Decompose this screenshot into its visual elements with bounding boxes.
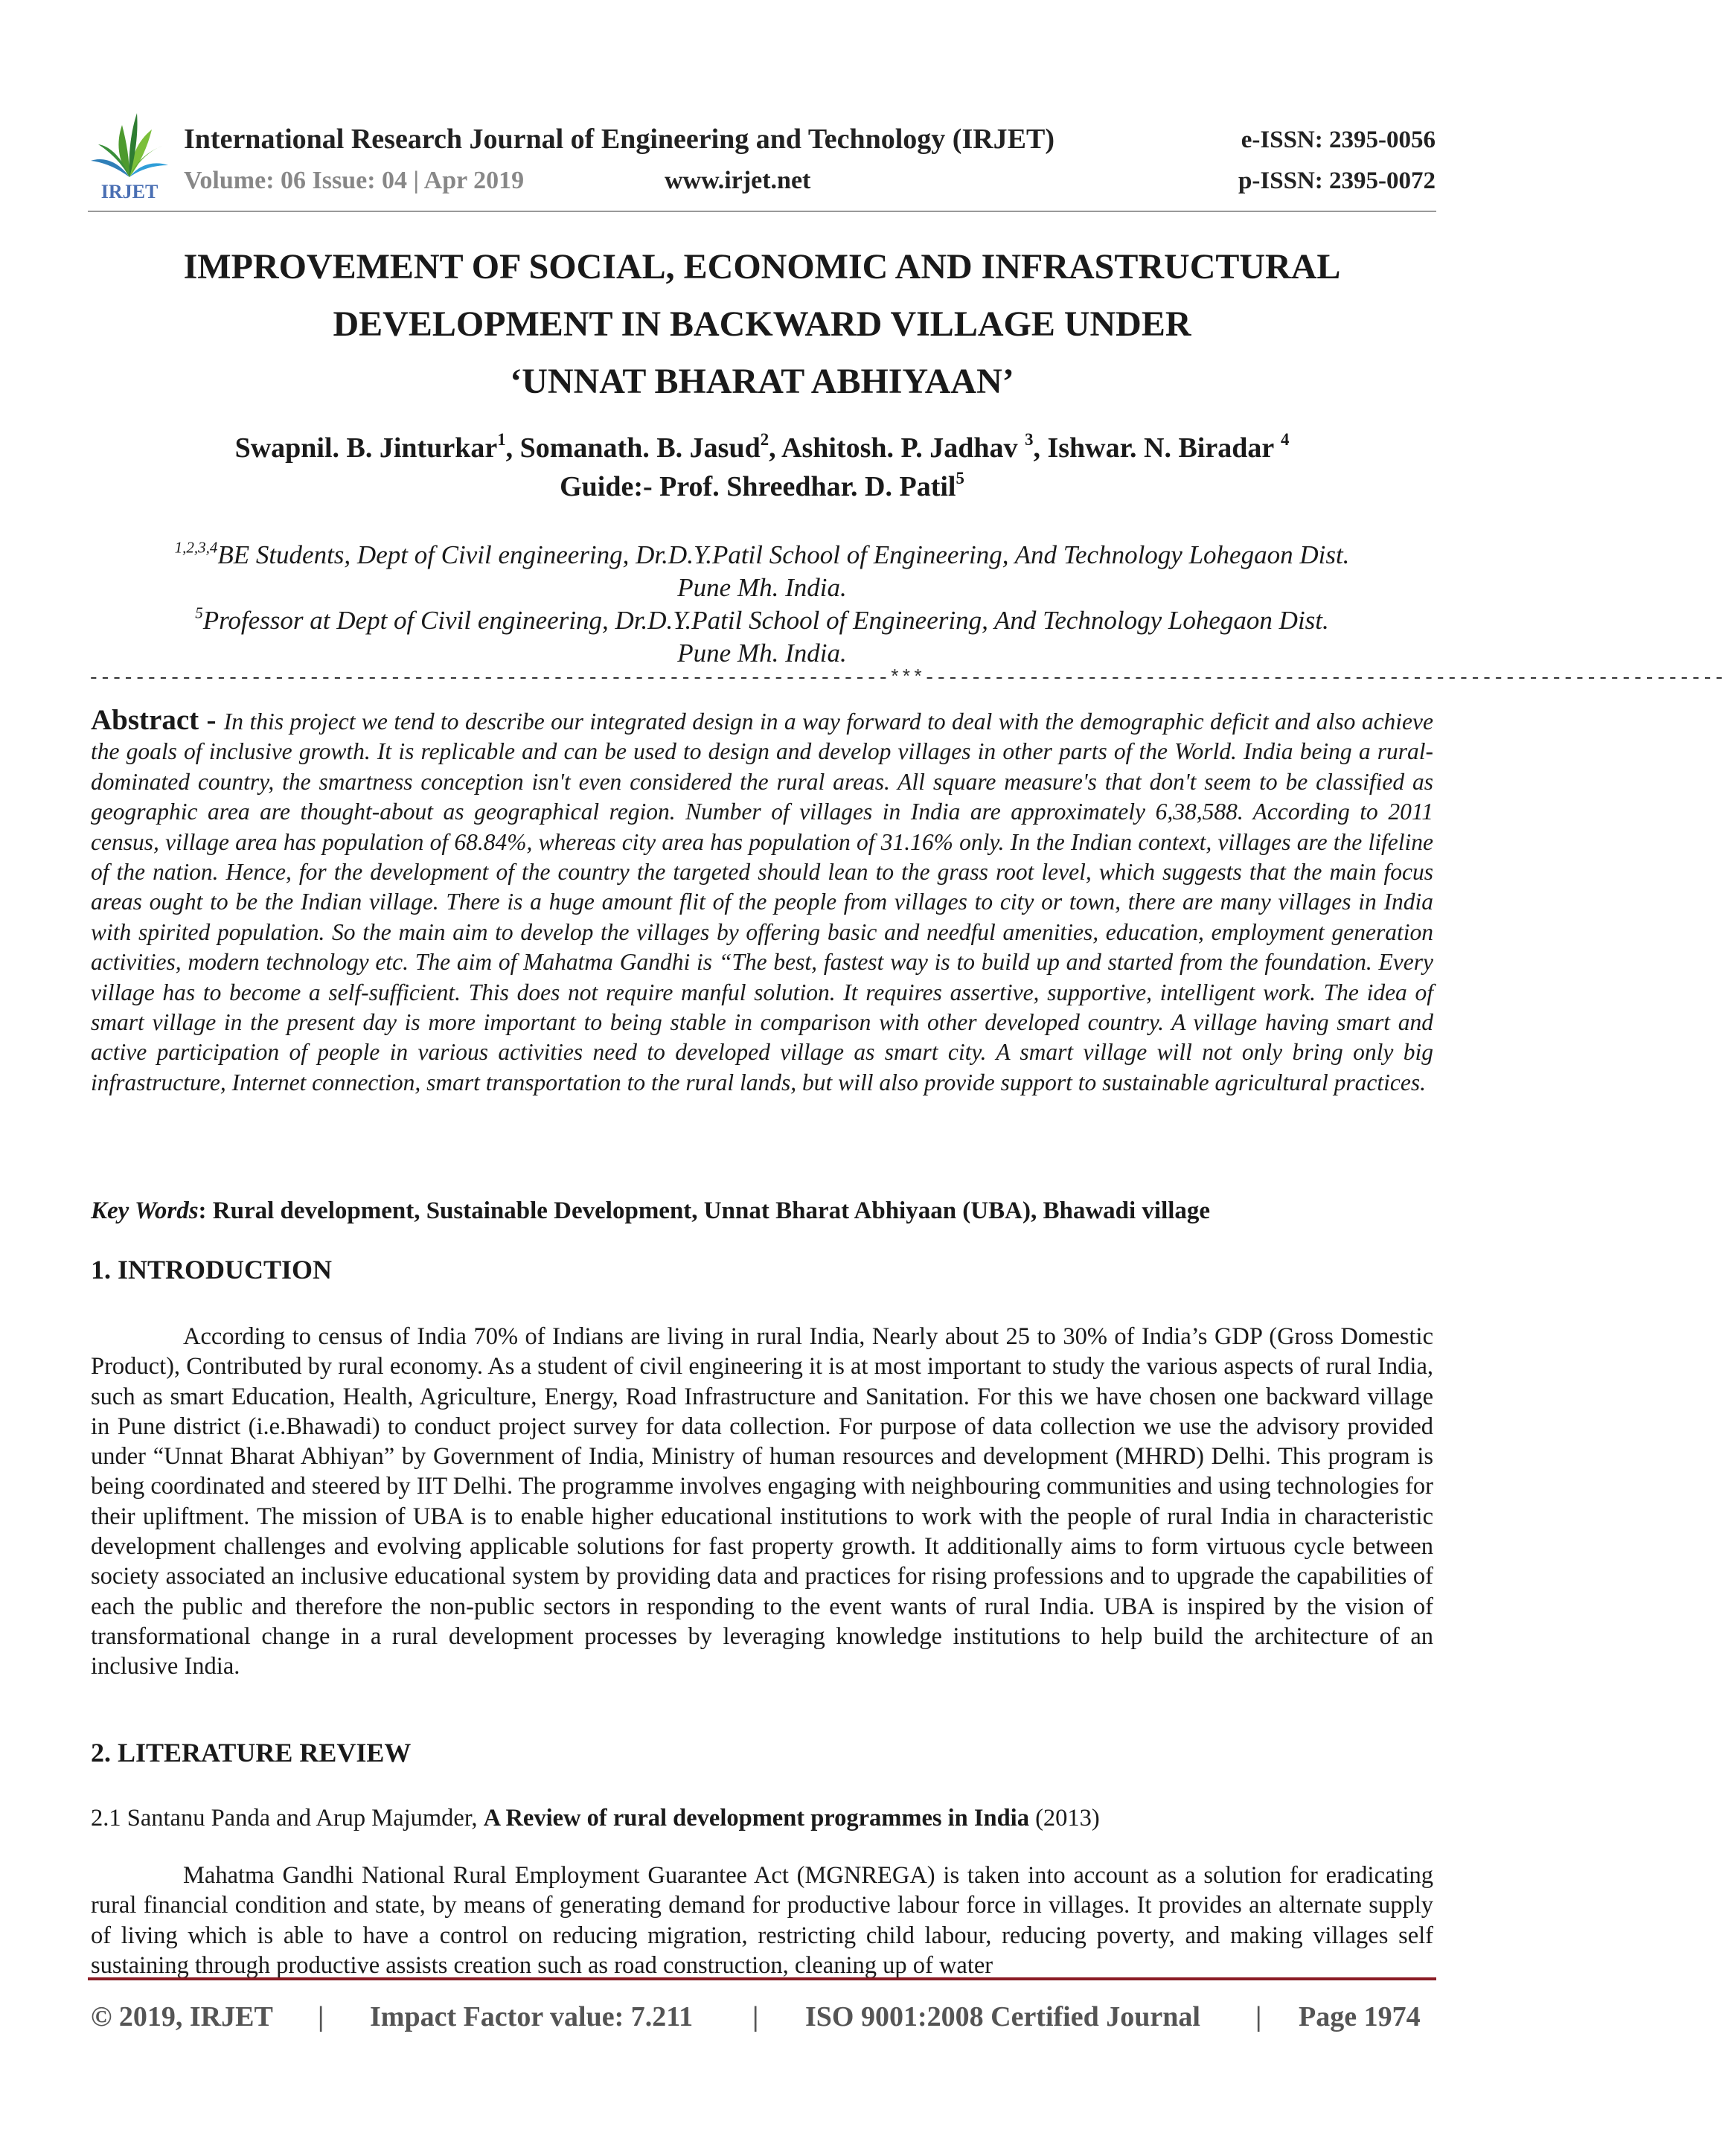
section-heading-literature-review: 2. LITERATURE REVIEW: [91, 1738, 412, 1768]
footer-impact-factor: Impact Factor value: 7.211: [370, 2001, 694, 2032]
abstract-text: In this project we tend to describe our integrated design in a way forward to deal with the demographic deficit and also achieve the goals of inclusive growth. It is replicable and can be used to design and develop villages in other parts of the World. India being a rural-dominated country, the smartness conception isn't even considered the rural areas. All square measure's that don't seem to be classified as geographic area are thought-about as geographical region. Number of villages in India are approximately 6,38,588. According to 2011 census, village area has population of 68.84%, whereas city area has population of 31.16% only. In the Indian context, villages are the lifeline of the nation. Hence, for the development of the country the targeted should lean to the grass root level, which suggests that the main focus areas ought to be the Indian village. There is a huge amount flit of the people from villages to city or town, there are many villages in India with spirited population. So the main aim to develop the villages by offering basic and needful amenities, education, employment generation activities, modern technology etc. The aim of Mahatma Gandhi is “The best, fastest way is to build up and started from the foundation. Every village has to become a self-sufficient. This does not require manful solution. It requires assertive, supportive, intelligent work. The idea of smart village in the present day is more important to being stable in comparison with other developed country. A village having smart and active participation of people in various activities need to developed village as smart city. A smart village will not only bring only big infrastructure, Internet connection, smart transportation to the rural lands, but will also provide support to sustainable agricultural practices.: [91, 708, 1433, 1095]
title-line-1: IMPROVEMENT OF SOCIAL, ECONOMIC AND INFRASTRUCTURAL: [183, 247, 1341, 287]
footer-separator: |: [1255, 2001, 1262, 2032]
affiliation-2: Professor at Dept of Civil engineering, Dr.D.Y.Patil School of Engineering, And Technology Lohegaon Dist.: [202, 606, 1329, 635]
volume-issue: Volume: 06 Issue: 04 | Apr 2019: [184, 167, 525, 194]
author-2: , Somanath. B. Jasud: [505, 432, 761, 464]
keywords-text: Rural development, Sustainable Development, Unnat Bharat Abhiyaan (UBA), Bhawadi village: [212, 1197, 1211, 1224]
footer-page-number: Page 1974: [1299, 2001, 1421, 2032]
title-line-3: ‘UNNAT BHARAT ABHIYAAN’: [510, 362, 1014, 401]
reference-heading: 2.1 Santanu Panda and Arup Majumder, A Review of rural development programmes in India (2013): [91, 1805, 1100, 1832]
keywords-label: Key Words: [91, 1197, 199, 1224]
journal-name: International Research Journal of Engineering and Technology (IRJET): [184, 124, 1055, 155]
author-list: Swapnil. B. Jinturkar$^1$, Somanath. B. Jasud$^2$, Ashitosh. P. Jadhav $^3$, Ishwar. N. Biradar $^4$ Guide:- Prof. Shreedhar. D. Patil$^5$: [234, 430, 1290, 502]
literature-paragraph: Mahatma Gandhi National Rural Employment Guarantee Act (MGNREGA) is taken into account as a solution for eradicating rural financial condition and state, by means of generating demand for productive labour force in villages. It provides an alternate supply of living which is able to have a control on reducing migration, restricting child labour, reducing poverty, and making villages self sustaining through productive assists creation such as road construction, cleaning up of water: [91, 1862, 1433, 1979]
abstract-label: Abstract -: [91, 704, 224, 736]
footer-separator: |: [752, 2001, 759, 2032]
author-4: , Ishwar. N. Biradar: [1033, 432, 1281, 464]
header-divider: [88, 211, 1436, 212]
section-heading-introduction: 1. INTRODUCTION: [91, 1255, 333, 1285]
irjet-logo-icon: [88, 109, 171, 201]
author-1: Swapnil. B. Jinturkar: [234, 432, 498, 464]
title-line-2: DEVELOPMENT IN BACKWARD VILLAGE UNDER: [333, 304, 1191, 344]
reference-title: A Review of rural development programmes in India: [483, 1805, 1029, 1832]
footer-separator: |: [318, 2001, 324, 2032]
author-3: , Ashitosh. P. Jadhav: [769, 432, 1025, 464]
journal-website: www.irjet.net: [665, 167, 811, 194]
introduction-paragraph: According to census of India 70% of Indians are living in rural India, Nearly about 25 to 30% of India’s GDP (Gross Domestic Product), Contributed by rural economy. As a student of civil engineering it is at most important to study the various aspects of rural India, such as smart Education, Health, Agriculture, Energy, Road Infrastructure and Sanitation. For this we have chosen one backward village in Pune district (i.e.Bhawadi) to conduct project survey for data collection. For purpose of data collection we use the advisory provided under “Unnat Bharat Abhiyan” by Government of India, Ministry of human resources and development (MHRD) Delhi. This program is being coordinated and steered by IIT Delhi. The programme involves engaging with neighbouring communities and using technologies for their upliftment. The mission of UBA is to enable higher educational institutions to work with the people of rural India in characteristic development challenges and evolving applicable solutions for fast property growth. It additionally aims to form virtuous cycle between society associated an inclusive educational system by providing data and practices for rising professions and to upgrade the capabilities of each the public and therefore the non-public sectors in responding to the event wants of rural India. UBA is inspired by the vision of transformational change in a rural development processes by leveraging knowledge institutions to help build the architecture of an inclusive India.: [91, 1323, 1433, 1680]
section-separator: ---------------------------------------------------------------------***---------------------------------------------------------------------: [88, 667, 1725, 689]
affiliations: $^{1,2,3,4}$BE Students, Dept of Civil engineering, Dr.D.Y.Patil School of Engineering, And Technology Lohegaon Dist. Pune Mh. India. $^5$Professor at Dept of Civil engineering, Dr.D.Y.Patil School of Engineering, And Technology Lohegaon Dist. Pune Mh. India.: [174, 538, 1350, 668]
guide: Guide:- Prof. Shreedhar. D. Patil: [560, 471, 956, 502]
abstract: [91, 706, 1433, 1098]
svg-text:IRJET: IRJET: [100, 181, 159, 202]
keywords: Key Words: Rural development, Sustainable Development, Unnat Bharat Abhiyaan (UBA), Bhawadi village: [91, 1197, 1211, 1224]
eissn: e-ISSN: 2395-0056: [1241, 127, 1436, 153]
footer-iso: ISO 9001:2008 Certified Journal: [805, 2001, 1200, 2032]
pissn: p-ISSN: 2395-0072: [1238, 167, 1436, 194]
affiliation-1: BE Students, Dept of Civil engineering, Dr.D.Y.Patil School of Engineering, And Technology Lohegaon Dist.: [217, 540, 1350, 569]
paper-title: [88, 238, 1436, 410]
footer-divider: [88, 1977, 1436, 1980]
footer-copyright: © 2019, IRJET: [91, 2001, 273, 2032]
